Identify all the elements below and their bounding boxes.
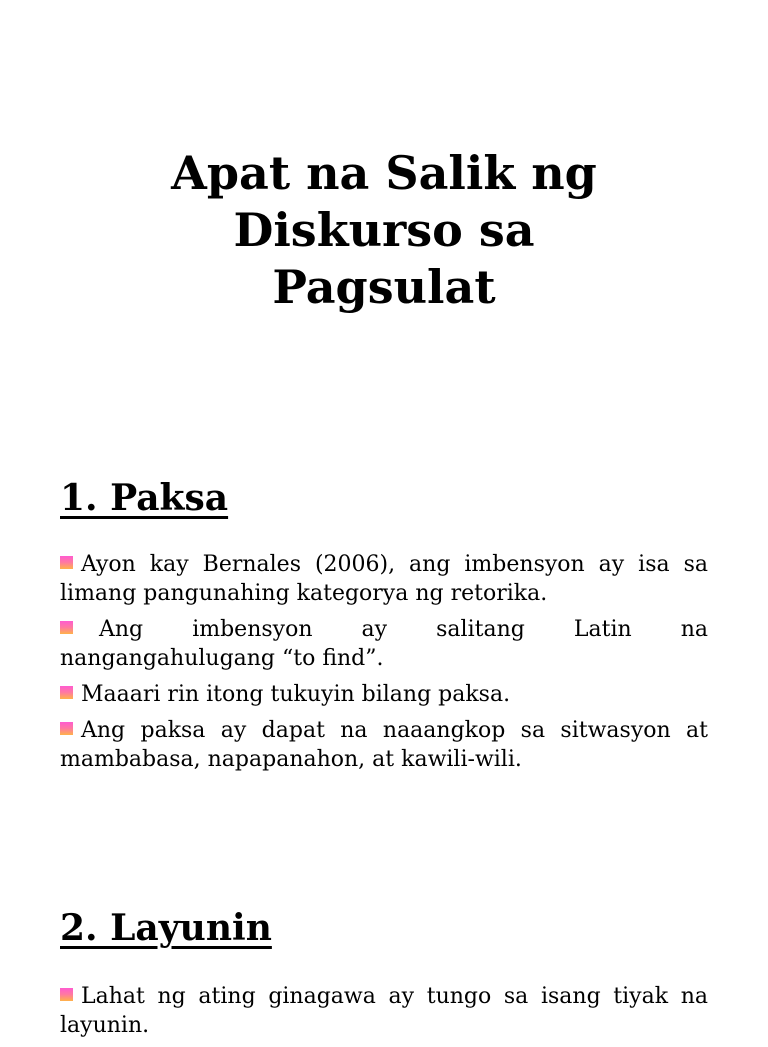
gradient-square-bullet-icon xyxy=(60,556,73,569)
title-line-2: Diskurso sa xyxy=(233,203,535,257)
bullet-text: Lahat ng ating ginagawa ay tungo sa isang tiyak na layunin. xyxy=(60,984,708,1038)
section-heading-layunin: 2. Layunin xyxy=(60,907,272,949)
section-heading-paksa: 1. Paksa xyxy=(60,477,229,519)
title-line-3: Pagsulat xyxy=(272,260,496,314)
list-item xyxy=(60,680,708,709)
document-title xyxy=(0,145,768,316)
bullet-text: Ayon kay Bernales (2006), ang imbensyon ay isa sa limang pangunahing kategorya ng retorika. xyxy=(60,552,708,606)
bullet-text: Maaari rin itong tukuyin bilang paksa. xyxy=(81,682,511,707)
layunin-bullet-list xyxy=(60,982,708,1047)
list-item xyxy=(60,550,708,608)
bullet-text: Ang imbensyon ay salitang Latin na nangangahulugang “to find”. xyxy=(60,617,708,671)
list-item xyxy=(60,615,708,673)
title-line-1: Apat na Salik ng xyxy=(171,146,597,200)
gradient-square-bullet-icon xyxy=(60,621,73,634)
gradient-square-bullet-icon xyxy=(60,722,73,735)
bullet-text: Ang paksa ay dapat na naaangkop sa sitwasyon at mambabasa, napapanahon, at kawili-wili. xyxy=(60,718,708,772)
paksa-bullet-list xyxy=(60,550,708,781)
gradient-square-bullet-icon xyxy=(60,686,73,699)
gradient-square-bullet-icon xyxy=(60,988,73,1001)
list-item xyxy=(60,982,708,1040)
list-item xyxy=(60,716,708,774)
